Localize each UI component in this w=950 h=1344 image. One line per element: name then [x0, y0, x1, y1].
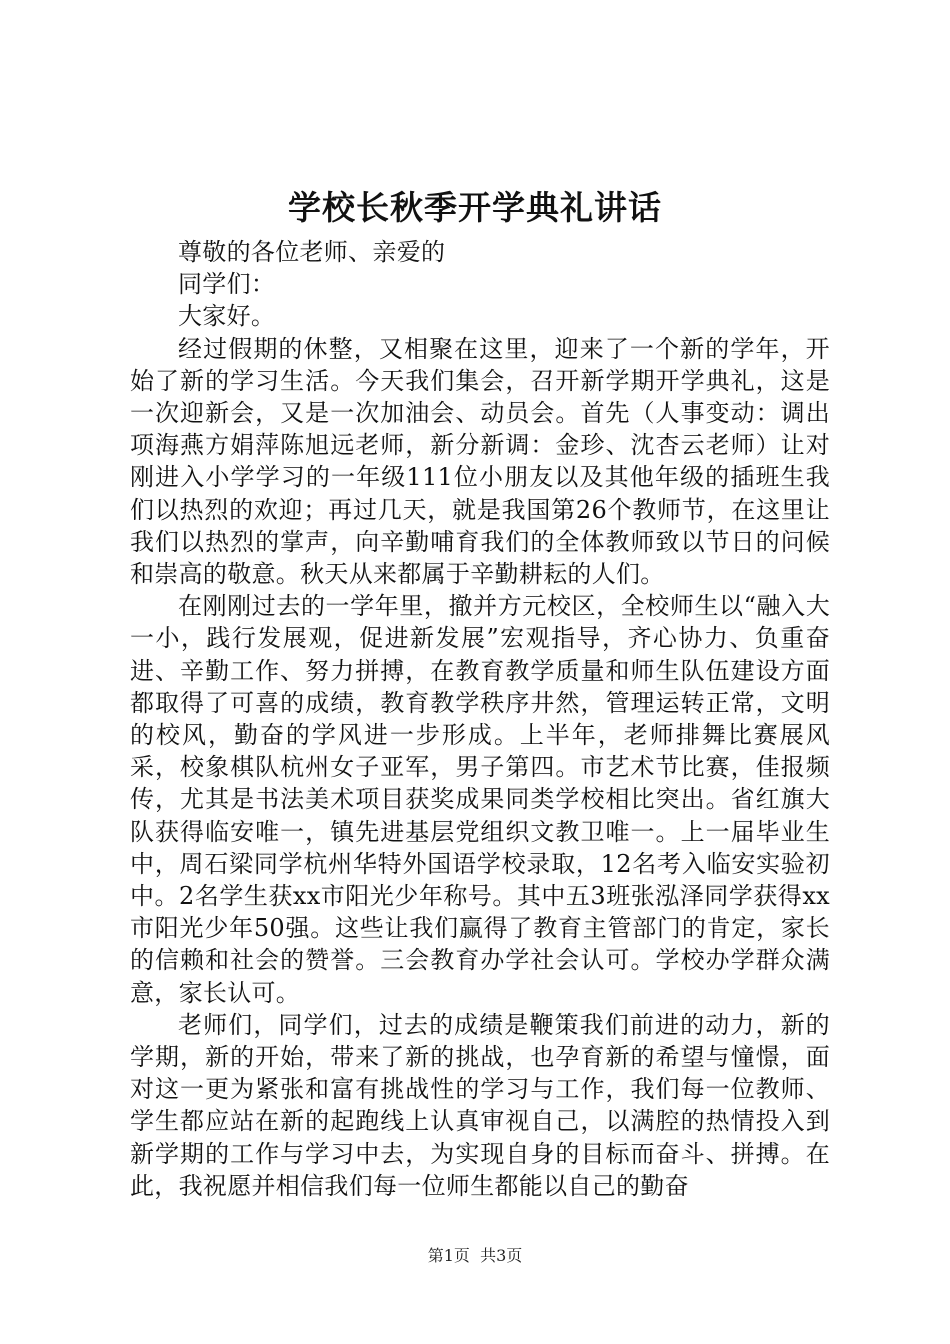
document-title: 学校长秋季开学典礼讲话: [288, 188, 662, 227]
body-paragraph: 老师们，同学们，过去的成绩是鞭策我们前进的动力，新的学期，新的开始，带来了新的挑战，也孕育新的希望与憧憬，面对这一更为紧张和富有挑战性的学习与工作，我们每一位教师、学生都应站在新的起跑线上认真审视自己，以满腔的热情投入到新学期的工作与学习中去，为实现自身的目标而奋斗、拼搏。在此，我祝愿并相信我们每一位师生都能以自己的勤奋: [130, 1010, 830, 1200]
body-paragraph: 经过假期的休整，又相聚在这里，迎来了一个新的学年，开始了新的学习生活。今天我们集会，召开新学期开学典礼，这是一次迎新会，又是一次加油会、动员会。首先（人事变动：调出项海燕方娟萍陈旭远老师，新分新调：金珍、沈杏云老师）让对刚进入小学学习的一年级111位小朋友以及其他年级的插班生我们以热烈的欢迎；再过几天，就是我国第26个教师节，在这里让我们以热烈的掌声，向辛勤哺育我们的全体教师致以节日的问候和崇高的敬意。秋天从来都属于辛勤耕耘的人们。: [130, 334, 830, 589]
body-paragraph: 在刚刚过去的一学年里，撤并方元校区，全校师生以“融入大一小，践行发展观，促进新发展”宏观指导，齐心协力、负重奋进、辛勤工作、努力拼搏，在教育教学质量和师生队伍建设方面都取得了可喜的成绩，教育教学秩序井然，管理运转正常，文明的校风，勤奋的学风进一步形成。上半年，老师排舞比赛展风采，校象棋队杭州女子亚军，男子第四。市艺术节比赛，佳报频传，尤其是书法美术项目获奖成果同类学校相比突出。省红旗大队获得临安唯一，镇先进基层党组织文教卫唯一。上一届毕业生中，周石梁同学杭州华特外国语学校录取，12名考入临安实验初中。2名学生获xx市阳光少年称号。其中五3班张泓泽同学获得xx市阳光少年50强。这些让我们赢得了教育主管部门的肯定，家长的信赖和社会的赞誉。三会教育办学社会认可。学校办学群众满意，家长认可。: [130, 592, 830, 1007]
greeting-line: 大家好。: [178, 302, 276, 331]
document-body: [130, 236, 830, 1202]
salutation-line: 同学们：: [178, 270, 276, 299]
page-number: 第1页 共3页: [427, 1246, 523, 1265]
salutation-line: 尊敬的各位老师、亲爱的: [178, 238, 446, 266]
page-footer: [0, 1246, 950, 1266]
